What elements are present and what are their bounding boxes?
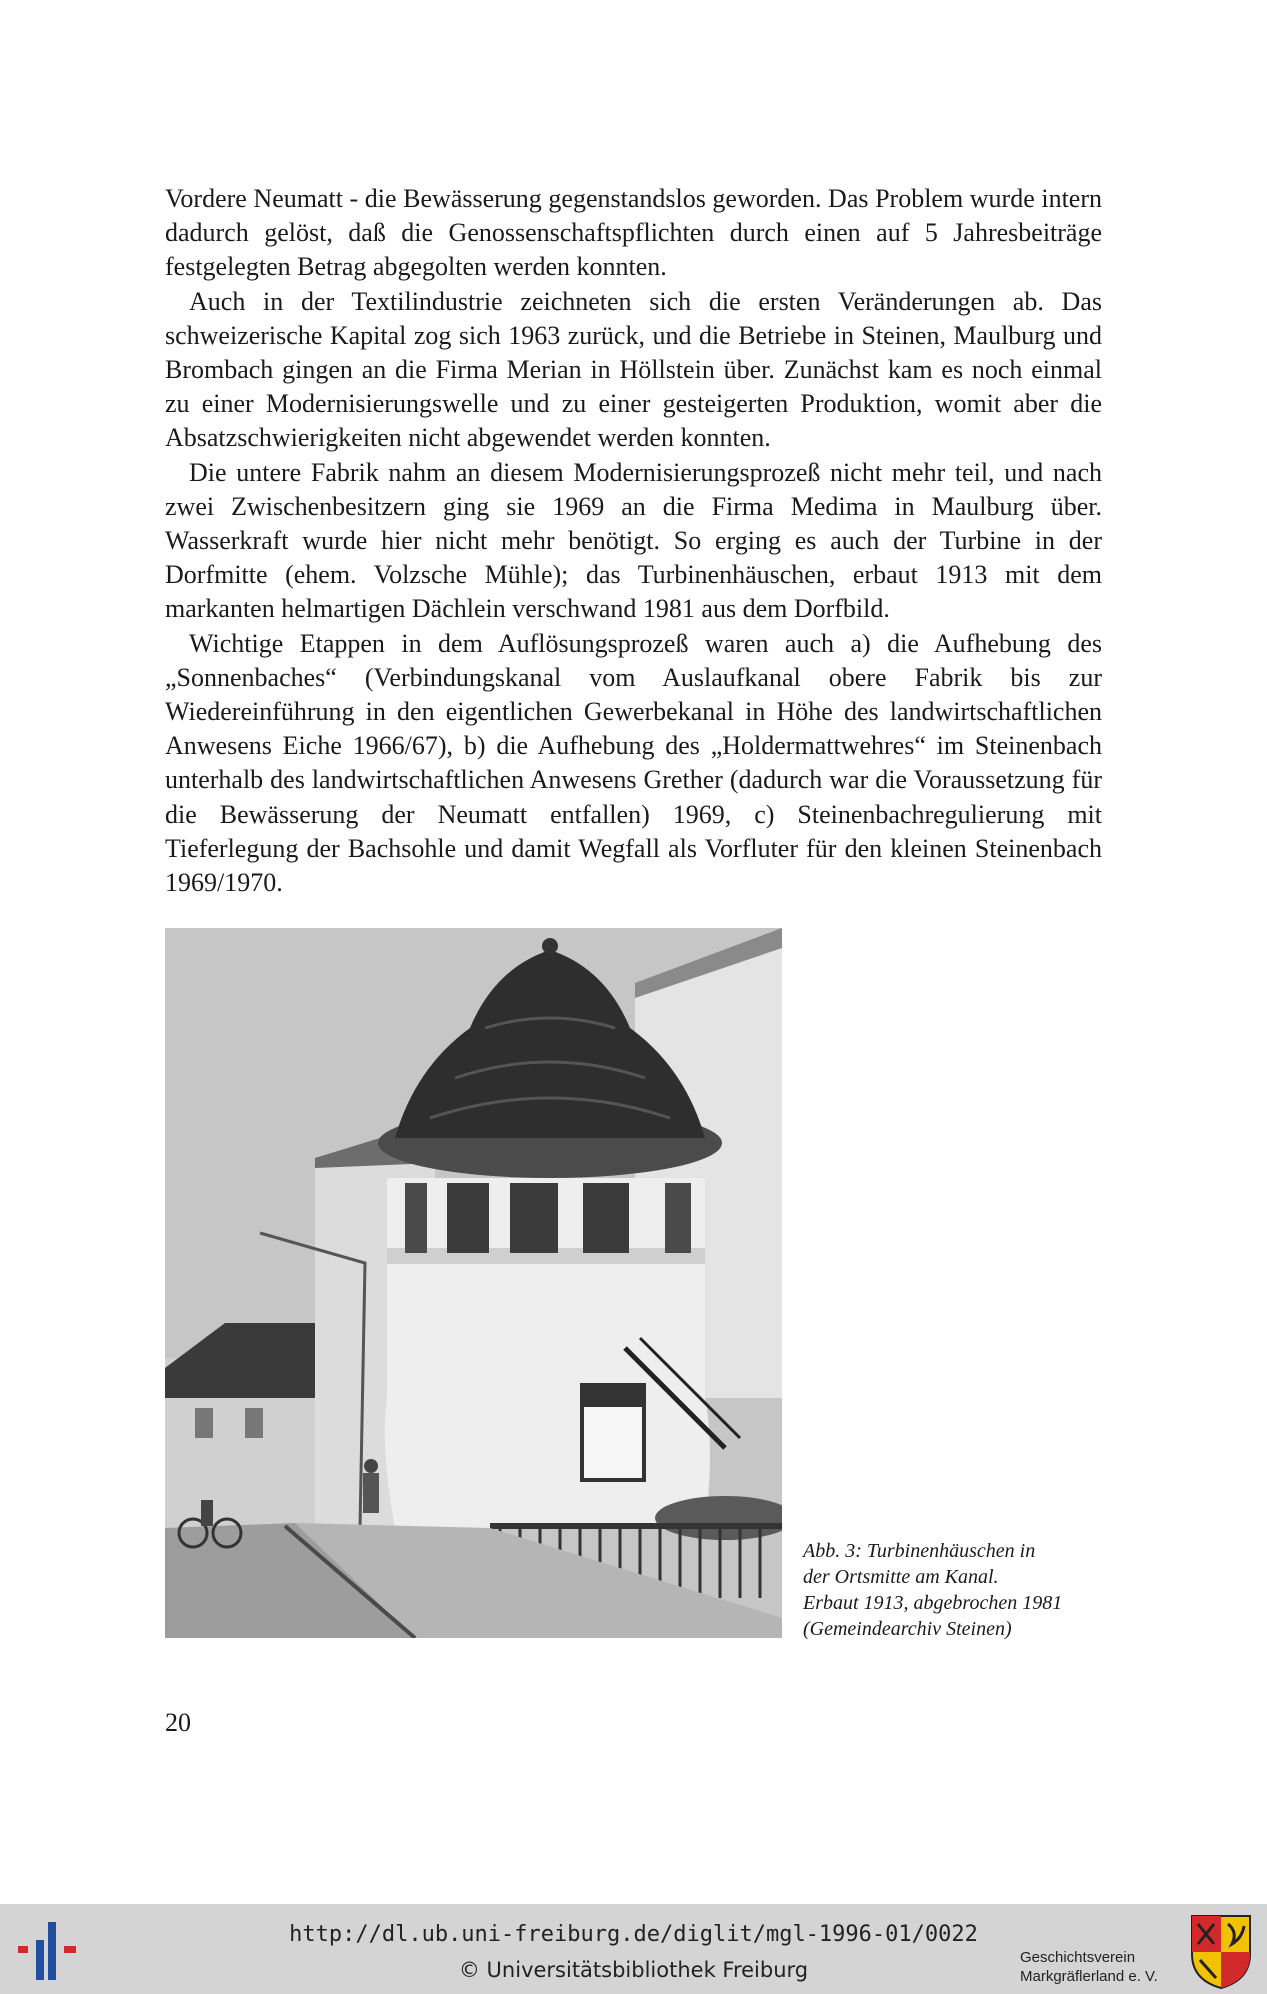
copyright-text: © Universitätsbibliothek Freiburg (458, 1958, 809, 1982)
paragraph-2: Auch in der Textilindustrie zeichneten sich die ersten Veränderungen ab. Das schweizerische Kapital zog sich 1963 zurück, und die Betriebe in Steinen, Maulburg und Brombach gingen an die Firma Merian in Höllstein über. Zunächst kam es noch einmal zu einer Modernisierungswelle und zu einer gesteigerten Produktion, womit aber die Absatzschwierigkeiten nicht abgewendet werden konnten. (165, 286, 1102, 453)
paragraph-4: Wichtige Etappen in dem Auflösungsprozeß waren auch a) die Aufhebung des „Sonnenbaches“ (Verbindungskanal vom Auslaufkanal obere Fabrik bis zur Wiedereinführung in den eigentlichen Gewerbekanal in Höhe des landwirtschaftlichen Anwesens Eiche 1966/67), b) die Aufhebung des „Holdermattwehres“ im Steinenbach unterhalb des landwirtschaftlichen Anwesens Grether (dadurch war die Voraussetzung für die Bewässerung der Neumatt entfallen) 1969, c) Steinenbachregulierung mit Tieferlegung der Bachsohle und damit Wegfall als Vorfluter für den kleinen Steinenbach 1969/1970. (165, 628, 1102, 898)
page-number: 20 (165, 1708, 191, 1737)
society-line-2: Markgräflerland e. V. (1020, 1968, 1158, 1985)
body-text (165, 182, 1102, 900)
paragraph-1: Vordere Neumatt - die Bewässerung gegenstandslos geworden. Das Problem wurde intern dadurch gelöst, daß die Genossenschaftspflichten durch einen auf 5 Jahresbeiträge festgelegten Betrag abgegolten werden konnten. (165, 184, 1102, 282)
caption-line-4: (Gemeindearchiv Steinen) (803, 1618, 1012, 1640)
turbine-house-photo (165, 928, 782, 1638)
caption-line-3: Erbaut 1913, abgebrochen 1981 (803, 1592, 1063, 1614)
coat-of-arms-icon (1190, 1914, 1252, 1990)
society-line-1: Geschichtsverein (1020, 1949, 1136, 1966)
document-url-link[interactable]: http://dl.ub.uni-freiburg.de/diglit/mgl-1996-01/0022 (289, 1922, 978, 1947)
footer-bar (0, 1904, 1267, 1994)
caption-line-2: der Ortsmitte am Kanal. (803, 1566, 999, 1588)
society-name (1020, 1948, 1190, 1986)
figure-caption (803, 1538, 1103, 1642)
paragraph-3: Die untere Fabrik nahm an diesem Modernisierungsprozeß nicht mehr teil, und nach zwei Zwischenbesitzern ging sie 1969 an die Firma Medima in Maulburg über. Wasserkraft wurde hier nicht mehr benötigt. So erging es auch der Turbine in der Dorfmitte (ehem. Volzsche Mühle); das Turbinenhäuschen, erbaut 1913 mit dem markanten helmartigen Dächlein verschwand 1981 aus dem Dorfbild. (165, 457, 1102, 624)
caption-line-1: Abb. 3: Turbinenhäuschen in (803, 1540, 1036, 1562)
